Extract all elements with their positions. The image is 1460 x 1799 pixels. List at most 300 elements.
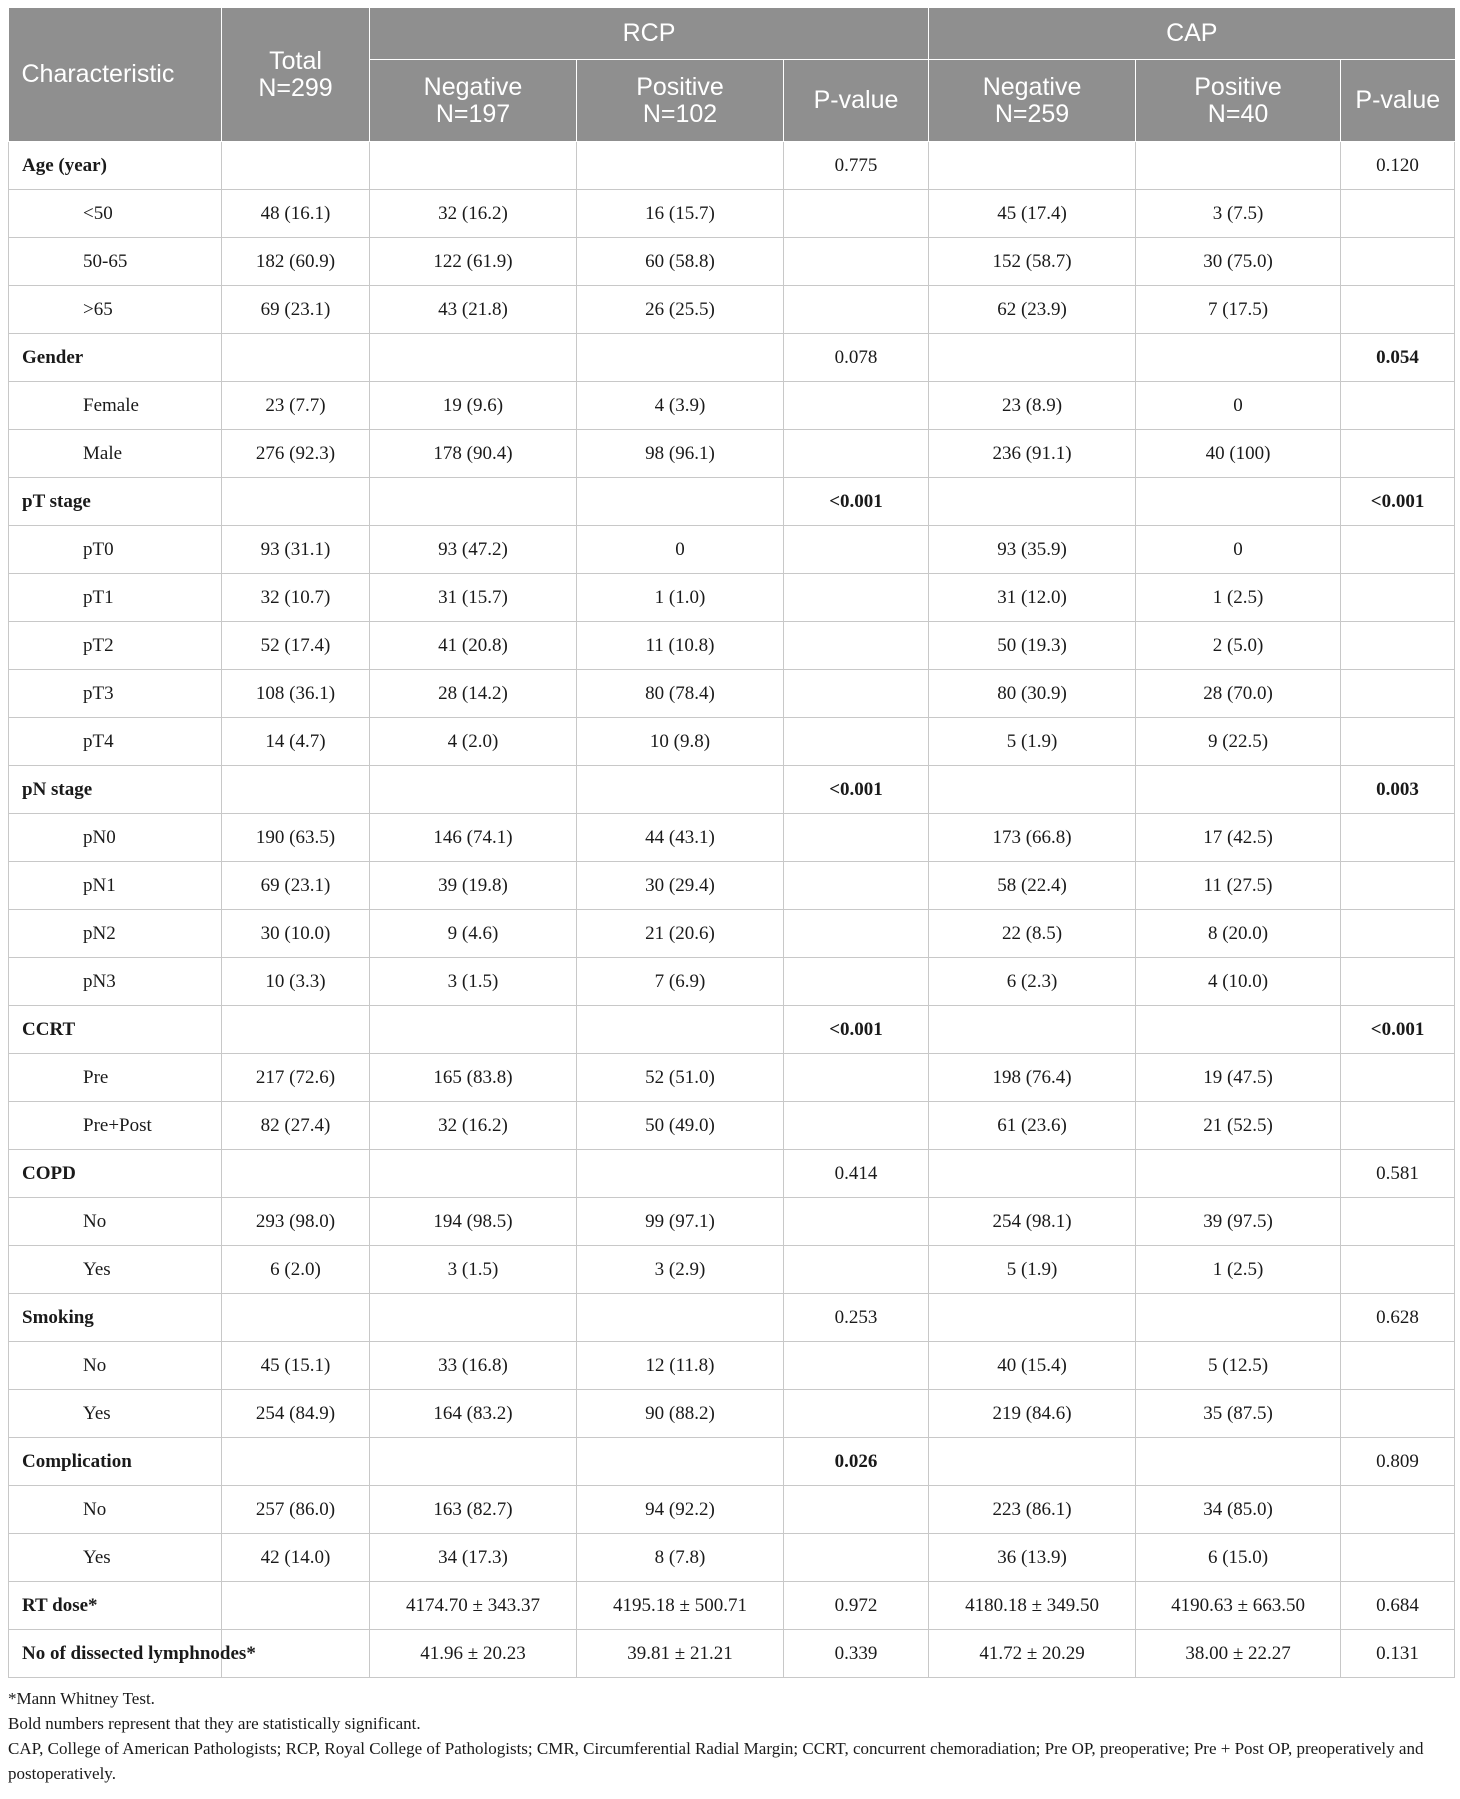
cell-total: 293 (98.0): [222, 1198, 370, 1246]
cell-total: 42 (14.0): [222, 1534, 370, 1582]
cell-rcp-positive: [577, 334, 784, 382]
table-row: [9, 1246, 1455, 1294]
cell-cap-positive: 0: [1136, 526, 1341, 574]
cell-total: 217 (72.6): [222, 1054, 370, 1102]
cell-total: 6 (2.0): [222, 1246, 370, 1294]
cell-rcp-negative: [370, 334, 577, 382]
footnote-abbreviations: CAP, College of American Pathologists; RCP, Royal College of Pathologists; CMR, Circumferential Radial Margin; CCRT, concurrent chemoradiation; Pre OP, preoperative; Pre + Post OP, preoperatively and postoperatively.: [8, 1739, 1424, 1783]
cell-rcp-positive: [577, 142, 784, 190]
cell-total: [222, 478, 370, 526]
cell-total: [222, 1438, 370, 1486]
cell-cap-positive: 3 (7.5): [1136, 190, 1341, 238]
cell-cap-pvalue: [1341, 382, 1455, 430]
table-row: [9, 1486, 1455, 1534]
cell-rcp-positive: [577, 1438, 784, 1486]
cell-rcp-pvalue: [784, 286, 929, 334]
cell-rcp-negative: [370, 478, 577, 526]
cell-rcp-positive: 21 (20.6): [577, 910, 784, 958]
cell-rcp-positive: [577, 1150, 784, 1198]
cell-rcp-pvalue: 0.972: [784, 1582, 929, 1630]
cell-total: [222, 766, 370, 814]
cell-cap-negative: 4180.18 ± 349.50: [929, 1582, 1136, 1630]
cell-cap-negative: [929, 142, 1136, 190]
cell-rcp-pvalue: [784, 670, 929, 718]
cell-rcp-pvalue: 0.339: [784, 1630, 929, 1678]
cell-cap-pvalue: [1341, 1054, 1455, 1102]
cell-rcp-pvalue: [784, 574, 929, 622]
cell-cap-positive: 28 (70.0): [1136, 670, 1341, 718]
cell-cap-positive: [1136, 478, 1341, 526]
cell-cap-pvalue: [1341, 622, 1455, 670]
cell-characteristic: pN stage: [9, 766, 222, 814]
cell-rcp-pvalue: [784, 238, 929, 286]
cell-rcp-pvalue: 0.078: [784, 334, 929, 382]
cell-rcp-positive: 12 (11.8): [577, 1342, 784, 1390]
cell-rcp-pvalue: [784, 1198, 929, 1246]
cell-cap-pvalue: [1341, 1390, 1455, 1438]
cell-rcp-positive: 50 (49.0): [577, 1102, 784, 1150]
cell-characteristic: pN3: [9, 958, 222, 1006]
cell-rcp-positive: [577, 1006, 784, 1054]
cell-rcp-positive: 30 (29.4): [577, 862, 784, 910]
cell-cap-negative: 223 (86.1): [929, 1486, 1136, 1534]
header-total-n: N=299: [258, 73, 333, 102]
table-section-row: [9, 142, 1455, 190]
cell-cap-pvalue: 0.003: [1341, 766, 1455, 814]
cell-cap-pvalue: [1341, 286, 1455, 334]
cell-rcp-positive: 98 (96.1): [577, 430, 784, 478]
cell-cap-positive: 11 (27.5): [1136, 862, 1341, 910]
cell-total: 82 (27.4): [222, 1102, 370, 1150]
cell-cap-negative: 93 (35.9): [929, 526, 1136, 574]
cell-cap-negative: 40 (15.4): [929, 1342, 1136, 1390]
footnote-bold-significance: Bold numbers represent that they are statistically significant.: [8, 1714, 421, 1733]
cell-cap-pvalue: [1341, 1534, 1455, 1582]
cell-characteristic: <50: [9, 190, 222, 238]
characteristics-table: [8, 8, 1455, 1678]
cell-cap-negative: [929, 1006, 1136, 1054]
cell-cap-positive: [1136, 1294, 1341, 1342]
cell-characteristic: Age (year): [9, 142, 222, 190]
cell-cap-positive: 1 (2.5): [1136, 1246, 1341, 1294]
cell-cap-positive: 7 (17.5): [1136, 286, 1341, 334]
cell-characteristic: pT0: [9, 526, 222, 574]
cell-rcp-pvalue: <0.001: [784, 766, 929, 814]
cell-total: 276 (92.3): [222, 430, 370, 478]
cell-rcp-pvalue: 0.775: [784, 142, 929, 190]
cell-characteristic: Yes: [9, 1534, 222, 1582]
cell-characteristic: pN2: [9, 910, 222, 958]
cell-rcp-positive: 1 (1.0): [577, 574, 784, 622]
cell-characteristic: Male: [9, 430, 222, 478]
table-section-row: [9, 1582, 1455, 1630]
cell-cap-positive: 2 (5.0): [1136, 622, 1341, 670]
cell-cap-negative: [929, 766, 1136, 814]
cell-cap-positive: [1136, 142, 1341, 190]
cell-rcp-pvalue: 0.253: [784, 1294, 929, 1342]
cell-rcp-pvalue: [784, 1342, 929, 1390]
cell-cap-positive: 34 (85.0): [1136, 1486, 1341, 1534]
cell-total: [222, 1294, 370, 1342]
cell-rcp-negative: 41 (20.8): [370, 622, 577, 670]
cell-rcp-positive: [577, 478, 784, 526]
cell-cap-positive: 5 (12.5): [1136, 1342, 1341, 1390]
cell-rcp-pvalue: [784, 814, 929, 862]
cell-cap-negative: [929, 478, 1136, 526]
cell-cap-pvalue: [1341, 526, 1455, 574]
cell-characteristic: pT2: [9, 622, 222, 670]
table-row: [9, 1198, 1455, 1246]
cell-rcp-pvalue: [784, 1534, 929, 1582]
cell-total: 108 (36.1): [222, 670, 370, 718]
cell-cap-positive: 8 (20.0): [1136, 910, 1341, 958]
cell-rcp-negative: 4 (2.0): [370, 718, 577, 766]
header-rcp-negative-n: N=197: [435, 99, 511, 128]
header-cap-negative-label: Negative: [982, 72, 1082, 101]
cell-rcp-pvalue: [784, 1486, 929, 1534]
cell-total: 69 (23.1): [222, 286, 370, 334]
cell-characteristic: No of dissected lymphnodes*: [9, 1630, 222, 1678]
cell-cap-negative: 173 (66.8): [929, 814, 1136, 862]
cell-characteristic: Pre+Post: [9, 1102, 222, 1150]
cell-cap-positive: 4 (10.0): [1136, 958, 1341, 1006]
cell-cap-positive: 38.00 ± 22.27: [1136, 1630, 1341, 1678]
table-row: [9, 1534, 1455, 1582]
cell-rcp-positive: 7 (6.9): [577, 958, 784, 1006]
cell-rcp-negative: 39 (19.8): [370, 862, 577, 910]
cell-characteristic: CCRT: [9, 1006, 222, 1054]
cell-rcp-pvalue: [784, 958, 929, 1006]
cell-cap-negative: 50 (19.3): [929, 622, 1136, 670]
header-cap-positive: [1136, 60, 1341, 142]
cell-cap-pvalue: 0.628: [1341, 1294, 1455, 1342]
header-group-cap: CAP: [929, 8, 1455, 60]
cell-rcp-negative: 163 (82.7): [370, 1486, 577, 1534]
cell-cap-positive: [1136, 1438, 1341, 1486]
table-row: [9, 1102, 1455, 1150]
cell-characteristic: Smoking: [9, 1294, 222, 1342]
header-rcp-negative: [370, 60, 577, 142]
table-section-row: [9, 1294, 1455, 1342]
cell-total: 10 (3.3): [222, 958, 370, 1006]
table-row: [9, 910, 1455, 958]
cell-rcp-pvalue: [784, 622, 929, 670]
cell-rcp-negative: [370, 1006, 577, 1054]
cell-cap-pvalue: [1341, 190, 1455, 238]
cell-characteristic: No: [9, 1486, 222, 1534]
header-cap-negative: [929, 60, 1136, 142]
table-row: [9, 1390, 1455, 1438]
header-cap-negative-n: N=259: [994, 99, 1070, 128]
cell-total: 257 (86.0): [222, 1486, 370, 1534]
cell-cap-positive: 30 (75.0): [1136, 238, 1341, 286]
cell-total: 182 (60.9): [222, 238, 370, 286]
cell-cap-pvalue: <0.001: [1341, 478, 1455, 526]
cell-rcp-negative: 34 (17.3): [370, 1534, 577, 1582]
cell-cap-positive: 21 (52.5): [1136, 1102, 1341, 1150]
cell-total: 45 (15.1): [222, 1342, 370, 1390]
cell-characteristic: No: [9, 1342, 222, 1390]
cell-cap-negative: 254 (98.1): [929, 1198, 1136, 1246]
cell-rcp-negative: 3 (1.5): [370, 1246, 577, 1294]
cell-rcp-positive: 39.81 ± 21.21: [577, 1630, 784, 1678]
cell-cap-positive: 35 (87.5): [1136, 1390, 1341, 1438]
cell-total: 30 (10.0): [222, 910, 370, 958]
cell-cap-negative: 219 (84.6): [929, 1390, 1136, 1438]
cell-characteristic: pN0: [9, 814, 222, 862]
cell-rcp-pvalue: [784, 526, 929, 574]
cell-rcp-positive: 10 (9.8): [577, 718, 784, 766]
table-row: [9, 670, 1455, 718]
cell-cap-pvalue: [1341, 430, 1455, 478]
cell-cap-pvalue: [1341, 238, 1455, 286]
cell-rcp-negative: [370, 1294, 577, 1342]
table-row: [9, 382, 1455, 430]
cell-cap-pvalue: [1341, 1246, 1455, 1294]
cell-total: 69 (23.1): [222, 862, 370, 910]
cell-cap-negative: 45 (17.4): [929, 190, 1136, 238]
cell-rcp-negative: [370, 142, 577, 190]
cell-rcp-positive: 8 (7.8): [577, 1534, 784, 1582]
cell-characteristic: pN1: [9, 862, 222, 910]
cell-rcp-pvalue: [784, 1102, 929, 1150]
cell-cap-pvalue: [1341, 910, 1455, 958]
cell-total: 254 (84.9): [222, 1390, 370, 1438]
cell-rcp-pvalue: [784, 1390, 929, 1438]
cell-characteristic: pT stage: [9, 478, 222, 526]
cell-cap-negative: 61 (23.6): [929, 1102, 1136, 1150]
header-characteristic: Characteristic: [9, 8, 222, 142]
cell-rcp-negative: 164 (83.2): [370, 1390, 577, 1438]
cell-total: 23 (7.7): [222, 382, 370, 430]
cell-characteristic: No: [9, 1198, 222, 1246]
footnotes: [8, 1686, 1454, 1786]
cell-rcp-positive: 94 (92.2): [577, 1486, 784, 1534]
cell-characteristic: >65: [9, 286, 222, 334]
cell-total: 190 (63.5): [222, 814, 370, 862]
cell-characteristic: Yes: [9, 1246, 222, 1294]
cell-rcp-negative: [370, 766, 577, 814]
cell-cap-pvalue: [1341, 1102, 1455, 1150]
table-body: [9, 142, 1455, 1678]
cell-rcp-negative: 33 (16.8): [370, 1342, 577, 1390]
cell-rcp-positive: 4195.18 ± 500.71: [577, 1582, 784, 1630]
table-row: [9, 574, 1455, 622]
cell-rcp-negative: [370, 1438, 577, 1486]
cell-cap-negative: [929, 1294, 1136, 1342]
cell-rcp-pvalue: [784, 910, 929, 958]
cell-rcp-positive: 60 (58.8): [577, 238, 784, 286]
cell-rcp-pvalue: [784, 382, 929, 430]
table-row: [9, 526, 1455, 574]
cell-rcp-positive: 26 (25.5): [577, 286, 784, 334]
table-row: [9, 1342, 1455, 1390]
cell-total: 48 (16.1): [222, 190, 370, 238]
cell-rcp-positive: 99 (97.1): [577, 1198, 784, 1246]
cell-rcp-pvalue: <0.001: [784, 1006, 929, 1054]
cell-cap-pvalue: [1341, 1486, 1455, 1534]
header-rcp-negative-label: Negative: [423, 72, 523, 101]
header-rcp-positive: [577, 60, 784, 142]
header-total-label: Total: [269, 46, 322, 75]
table-section-row: [9, 1150, 1455, 1198]
footnote-mann-whitney: *Mann Whitney Test.: [8, 1689, 155, 1708]
cell-total: 93 (31.1): [222, 526, 370, 574]
cell-rcp-pvalue: [784, 718, 929, 766]
cell-cap-negative: [929, 1438, 1136, 1486]
cell-characteristic: Yes: [9, 1390, 222, 1438]
cell-rcp-negative: 194 (98.5): [370, 1198, 577, 1246]
header-rcp-pvalue: P-value: [784, 60, 929, 142]
cell-rcp-negative: 32 (16.2): [370, 190, 577, 238]
cell-cap-negative: 22 (8.5): [929, 910, 1136, 958]
cell-rcp-pvalue: [784, 1054, 929, 1102]
cell-rcp-negative: 146 (74.1): [370, 814, 577, 862]
header-cap-pvalue: P-value: [1341, 60, 1455, 142]
header-cap-positive-n: N=40: [1207, 99, 1269, 128]
cell-rcp-pvalue: [784, 190, 929, 238]
table-row: [9, 718, 1455, 766]
table-section-row: [9, 1438, 1455, 1486]
cell-rcp-negative: 31 (15.7): [370, 574, 577, 622]
cell-rcp-pvalue: [784, 1246, 929, 1294]
table-container: [8, 8, 1454, 1786]
cell-total: [222, 1150, 370, 1198]
cell-cap-negative: 80 (30.9): [929, 670, 1136, 718]
table-row: [9, 862, 1455, 910]
cell-characteristic: Complication: [9, 1438, 222, 1486]
cell-cap-pvalue: <0.001: [1341, 1006, 1455, 1054]
table-row: [9, 238, 1455, 286]
cell-rcp-pvalue: <0.001: [784, 478, 929, 526]
cell-rcp-positive: 4 (3.9): [577, 382, 784, 430]
cell-rcp-positive: 80 (78.4): [577, 670, 784, 718]
table-section-row: [9, 1006, 1455, 1054]
cell-cap-pvalue: 0.131: [1341, 1630, 1455, 1678]
cell-characteristic: Female: [9, 382, 222, 430]
table-section-row: [9, 334, 1455, 382]
table-row: [9, 430, 1455, 478]
table-section-row: [9, 478, 1455, 526]
cell-cap-pvalue: [1341, 814, 1455, 862]
cell-characteristic: pT1: [9, 574, 222, 622]
cell-cap-positive: 1 (2.5): [1136, 574, 1341, 622]
cell-rcp-pvalue: [784, 862, 929, 910]
cell-rcp-negative: 9 (4.6): [370, 910, 577, 958]
cell-cap-positive: 9 (22.5): [1136, 718, 1341, 766]
cell-cap-pvalue: 0.054: [1341, 334, 1455, 382]
cell-rcp-negative: [370, 1150, 577, 1198]
cell-cap-positive: 40 (100): [1136, 430, 1341, 478]
cell-cap-pvalue: [1341, 718, 1455, 766]
cell-cap-negative: 236 (91.1): [929, 430, 1136, 478]
cell-cap-negative: 5 (1.9): [929, 1246, 1136, 1294]
table-row: [9, 1054, 1455, 1102]
cell-cap-positive: 17 (42.5): [1136, 814, 1341, 862]
cell-rcp-negative: 43 (21.8): [370, 286, 577, 334]
table-row: [9, 622, 1455, 670]
cell-rcp-negative: 122 (61.9): [370, 238, 577, 286]
cell-cap-negative: 6 (2.3): [929, 958, 1136, 1006]
cell-total: 52 (17.4): [222, 622, 370, 670]
cell-rcp-negative: 93 (47.2): [370, 526, 577, 574]
cell-cap-positive: 4190.63 ± 663.50: [1136, 1582, 1341, 1630]
cell-cap-pvalue: 0.581: [1341, 1150, 1455, 1198]
cell-cap-pvalue: [1341, 862, 1455, 910]
cell-total: [222, 142, 370, 190]
table-row: [9, 814, 1455, 862]
header-group-rcp: RCP: [370, 8, 929, 60]
table-row: [9, 286, 1455, 334]
cell-cap-positive: 6 (15.0): [1136, 1534, 1341, 1582]
cell-rcp-negative: 178 (90.4): [370, 430, 577, 478]
cell-rcp-negative: 165 (83.8): [370, 1054, 577, 1102]
cell-cap-negative: [929, 334, 1136, 382]
cell-rcp-negative: 19 (9.6): [370, 382, 577, 430]
cell-rcp-pvalue: [784, 430, 929, 478]
cell-cap-negative: 152 (58.7): [929, 238, 1136, 286]
cell-cap-negative: 23 (8.9): [929, 382, 1136, 430]
cell-rcp-negative: 3 (1.5): [370, 958, 577, 1006]
cell-cap-negative: 62 (23.9): [929, 286, 1136, 334]
cell-total: [222, 334, 370, 382]
cell-cap-pvalue: [1341, 574, 1455, 622]
cell-rcp-positive: 0: [577, 526, 784, 574]
table-section-row: [9, 766, 1455, 814]
cell-rcp-positive: [577, 766, 784, 814]
cell-total: 32 (10.7): [222, 574, 370, 622]
table-row: [9, 190, 1455, 238]
table-row: [9, 958, 1455, 1006]
cell-cap-pvalue: [1341, 670, 1455, 718]
cell-cap-negative: 41.72 ± 20.29: [929, 1630, 1136, 1678]
cell-cap-pvalue: [1341, 1342, 1455, 1390]
header-total: [222, 8, 370, 142]
cell-rcp-positive: 90 (88.2): [577, 1390, 784, 1438]
cell-rcp-negative: 4174.70 ± 343.37: [370, 1582, 577, 1630]
cell-rcp-negative: 32 (16.2): [370, 1102, 577, 1150]
cell-rcp-negative: 28 (14.2): [370, 670, 577, 718]
cell-rcp-pvalue: 0.026: [784, 1438, 929, 1486]
cell-characteristic: pT3: [9, 670, 222, 718]
cell-cap-pvalue: [1341, 1198, 1455, 1246]
cell-cap-pvalue: 0.809: [1341, 1438, 1455, 1486]
header-cap-positive-label: Positive: [1194, 72, 1282, 101]
table-header: [9, 8, 1455, 142]
cell-total: 14 (4.7): [222, 718, 370, 766]
cell-rcp-positive: 3 (2.9): [577, 1246, 784, 1294]
header-rcp-positive-label: Positive: [636, 72, 724, 101]
cell-characteristic: pT4: [9, 718, 222, 766]
cell-cap-positive: 0: [1136, 382, 1341, 430]
cell-total: [222, 1006, 370, 1054]
cell-rcp-positive: 11 (10.8): [577, 622, 784, 670]
cell-rcp-pvalue: 0.414: [784, 1150, 929, 1198]
cell-rcp-negative: 41.96 ± 20.23: [370, 1630, 577, 1678]
cell-cap-pvalue: [1341, 958, 1455, 1006]
cell-cap-positive: 39 (97.5): [1136, 1198, 1341, 1246]
cell-characteristic: RT dose*: [9, 1582, 222, 1630]
cell-cap-positive: [1136, 1006, 1341, 1054]
cell-characteristic: Pre: [9, 1054, 222, 1102]
cell-cap-positive: [1136, 334, 1341, 382]
cell-characteristic: 50-65: [9, 238, 222, 286]
cell-rcp-positive: [577, 1294, 784, 1342]
cell-rcp-positive: 16 (15.7): [577, 190, 784, 238]
cell-cap-negative: 198 (76.4): [929, 1054, 1136, 1102]
cell-cap-positive: 19 (47.5): [1136, 1054, 1341, 1102]
cell-cap-negative: 31 (12.0): [929, 574, 1136, 622]
